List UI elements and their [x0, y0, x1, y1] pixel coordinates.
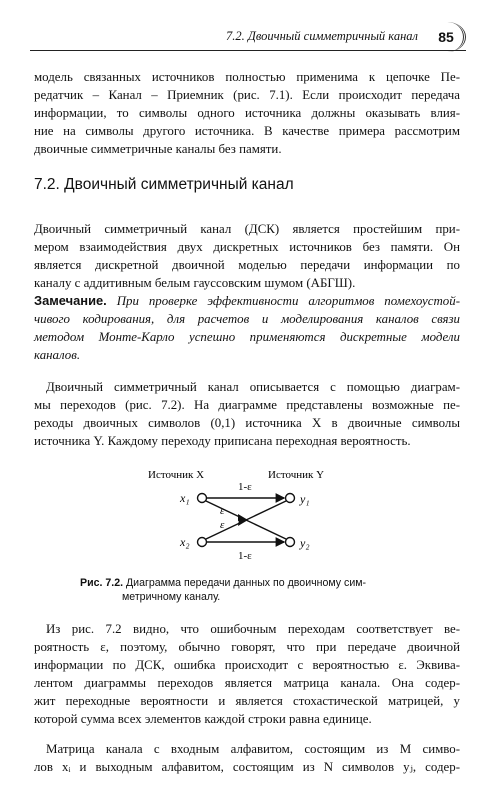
description-line: Двоичный симметричный канал описывается с помощью диаграм-: [46, 380, 460, 394]
x2-label: x₂: [180, 535, 190, 549]
note-line: методом Монте-Карло успешно применяются дискретные модели: [34, 330, 460, 344]
intro-line: двоичные симметричные каналы без памяти.: [34, 142, 282, 156]
x2-node: [198, 538, 207, 547]
body-line: информации по ДСК, ошибка происходит с вероятностью ε. Эквива-: [34, 658, 460, 672]
y2-node: [286, 538, 295, 547]
body-line: роятность ε, поэтому, обычно говорят, что при передаче двоичной: [34, 640, 460, 654]
source-x-label: Источник X: [148, 469, 205, 481]
figure-caption: [80, 576, 410, 604]
intro-line: ние на символы другого источника. В качестве примера рассмотрим: [34, 124, 460, 138]
body-line: Из рис. 7.2 видно, что ошибочным переходам соответствует ве-: [46, 622, 460, 636]
definition-paragraph: [34, 220, 460, 292]
intro-line: информации, то символы одного источника должны оказывать влия-: [34, 106, 460, 120]
note-line: каналов.: [34, 348, 81, 362]
caption-text: Диаграмма передачи данных по двоичному сим-: [125, 577, 367, 589]
running-title: 7.2. Двоичный симметричный канал: [226, 29, 418, 43]
caption-text-cont: метричному каналу.: [122, 591, 221, 603]
intro-line: модель связанных источников полностью применима к цепочке Пе-: [34, 70, 460, 84]
description-paragraph: [34, 378, 460, 450]
description-line: мы переходов (рис. 7.2). На диаграмме представлены возможные пе-: [34, 398, 460, 412]
definition-line: каналу с аддитивным белым гауссовским шумом (АБГШ).: [34, 276, 356, 290]
y2-label: y₂: [300, 536, 310, 550]
matrix-line: лов xᵢ и выходным алфавитом, состоящим из N символов yⱼ, содер-: [34, 760, 460, 774]
page-header: [30, 24, 466, 51]
cross-arrow-head: [238, 519, 248, 526]
definition-line: Двоичный симметричный канал (ДСК) является простейшим при-: [34, 222, 460, 236]
source-y-label: Источник Y: [268, 469, 325, 481]
definition-line: является дискретной двоичной моделью передачи информации по: [34, 258, 460, 272]
note-label: Замечание.: [34, 293, 107, 308]
body-line: жит переходные вероятности и является стохастической матрицей, у: [34, 694, 460, 708]
caption-label: Рис. 7.2.: [80, 577, 124, 589]
note-line: При проверке эффективности алгоритмов помехоустой-: [116, 294, 460, 308]
body-line: которой сумма всех элементов каждой строки равна единице.: [34, 712, 372, 726]
y1-label: y₁: [300, 492, 310, 506]
description-line: реходы двоичных символов (0,1) источника X в двоичные символы: [34, 416, 460, 430]
description-line: источника Y. Каждому переходу приписана переходная вероятность.: [34, 434, 411, 448]
x1-node: [198, 494, 207, 503]
section-title: 7.2. Двоичный симметричный канал: [34, 176, 294, 193]
note-line-first: [34, 292, 460, 310]
top-probability: 1-ε: [238, 481, 252, 493]
matrix-paragraph: [34, 740, 460, 776]
intro-line: редатчик – Канал – Приемник (рис. 7.1). Если происходит передача: [34, 88, 460, 102]
y1-node: [286, 494, 295, 503]
body-line: лентом диаграммы переходов является матрица канала. Она содер-: [34, 676, 460, 690]
note-line: чивого кодирования, для расчетов и моделирования каналов связи: [34, 312, 460, 326]
x1-label: x₁: [180, 491, 190, 505]
matrix-line: Матрица канала с входным алфавитом, состоящим из M симво-: [46, 742, 460, 756]
intro-paragraph: [34, 68, 460, 158]
definition-line: мером взаимодействия двух дискретных источников без памяти. Он: [34, 240, 460, 254]
page-number: 85: [429, 22, 466, 52]
bottom-probability: 1-ε: [238, 550, 252, 562]
cross-probability-1: ε: [220, 505, 225, 517]
note-paragraph: [34, 292, 460, 364]
body-paragraph: [34, 620, 460, 728]
bsc-transition-diagram: [140, 466, 360, 562]
cross-probability-2: ε: [220, 519, 225, 531]
